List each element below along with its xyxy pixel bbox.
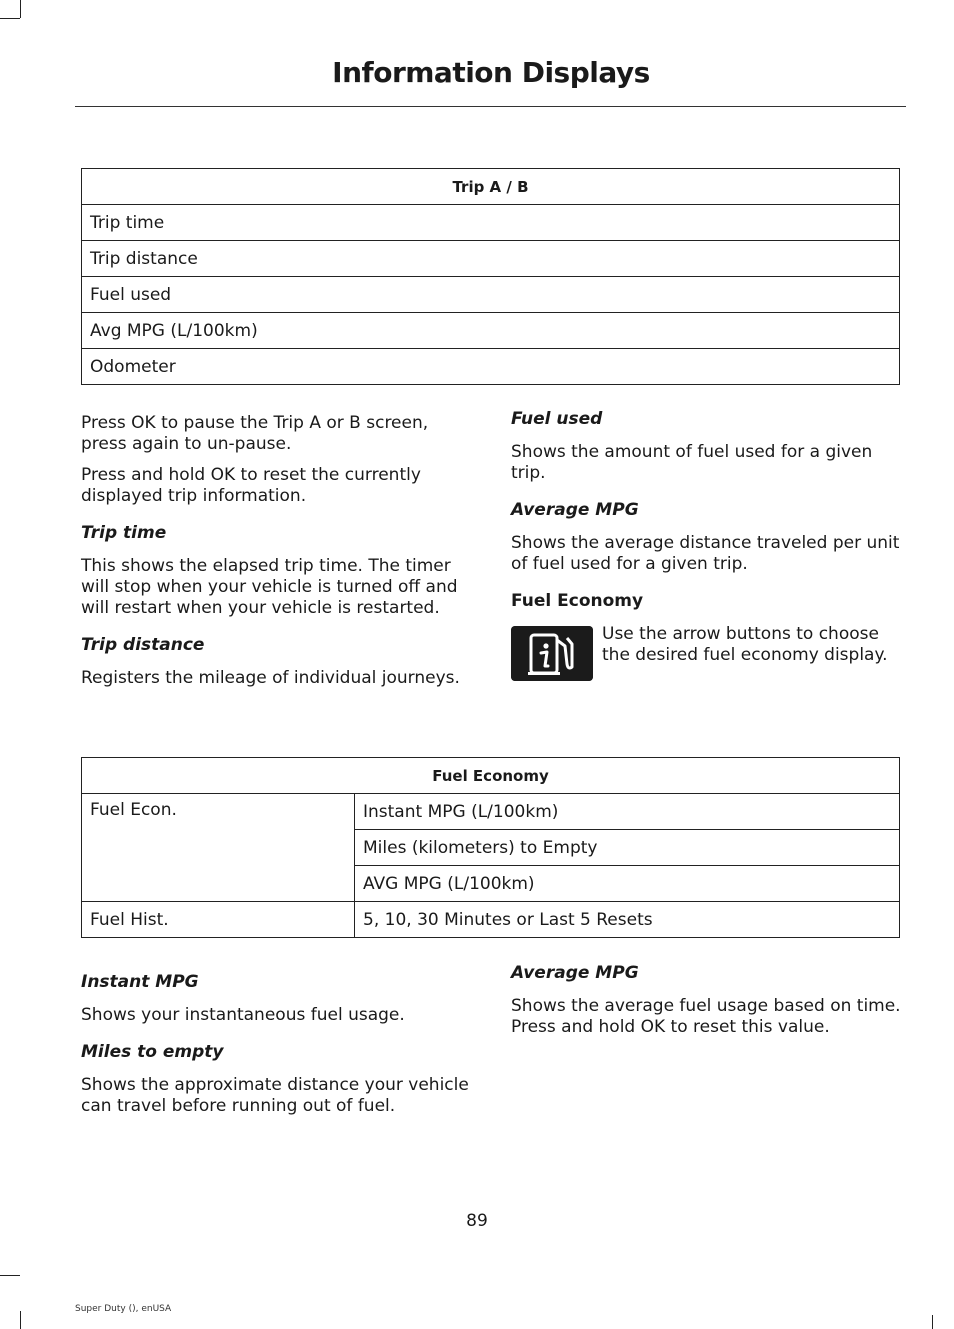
section-heading: Trip time <box>81 523 167 543</box>
table-cell: 5, 10, 30 Minutes or Last 5 Resets <box>355 902 900 938</box>
page-number: 89 <box>466 1211 488 1231</box>
title-divider <box>75 106 906 107</box>
trip-table <box>81 168 900 385</box>
section-heading: Average MPG <box>511 963 639 983</box>
crop-mark <box>20 1311 21 1329</box>
crop-mark <box>0 1275 20 1276</box>
paragraph: Press and hold OK to reset the currently displayed trip information. <box>81 465 421 506</box>
section-heading: Fuel Economy <box>511 591 644 611</box>
section-heading: Instant MPG <box>81 972 199 992</box>
crop-mark <box>932 1315 933 1329</box>
crop-mark <box>20 0 21 18</box>
table-cell: Miles (kilometers) to Empty <box>355 830 900 866</box>
paragraph: Press OK to pause the Trip A or B screen, press again to un-pause. <box>81 413 429 454</box>
section-heading: Fuel used <box>511 409 603 429</box>
table-row: Fuel used <box>82 277 900 313</box>
crop-mark <box>0 18 20 19</box>
trip-table-header: Trip A / B <box>82 169 900 205</box>
footer-text: Super Duty (), enUSA <box>75 1304 172 1314</box>
paragraph: Shows the amount of fuel used for a given trip. <box>511 442 873 483</box>
fuel-economy-note <box>511 624 903 681</box>
paragraph: Shows the approximate distance your vehicle can travel before running out of fuel. <box>81 1075 469 1116</box>
fuel-economy-table <box>81 757 900 938</box>
section-heading: Average MPG <box>511 500 639 520</box>
table-row: Trip distance <box>82 241 900 277</box>
fuel-economy-info-icon <box>511 626 593 681</box>
fuel-table-header: Fuel Economy <box>82 758 900 794</box>
table-row: Trip time <box>82 205 900 241</box>
table-cell: Instant MPG (L/100km) <box>355 794 900 830</box>
left-column-1 <box>81 413 473 699</box>
fuel-hist-label: Fuel Hist. <box>82 902 355 938</box>
right-column-1 <box>511 409 903 681</box>
table-row: Avg MPG (L/100km) <box>82 313 900 349</box>
fuel-econ-label: Fuel Econ. <box>82 794 355 902</box>
paragraph: Shows your instantaneous fuel usage. <box>81 1005 405 1025</box>
table-cell: AVG MPG (L/100km) <box>355 866 900 902</box>
paragraph: Shows the average distance traveled per unit of fuel used for a given trip. <box>511 533 900 574</box>
left-column-2 <box>81 972 473 1127</box>
section-heading: Miles to empty <box>81 1042 224 1062</box>
page-title: Information Displays <box>332 56 650 89</box>
table-row: Odometer <box>82 349 900 385</box>
paragraph: Shows the average fuel usage based on time. Press and hold OK to reset this value. <box>511 996 901 1037</box>
paragraph: This shows the elapsed trip time. The timer will stop when your vehicle is turned off and will restart when your vehicle is restarted. <box>81 556 458 618</box>
section-heading: Trip distance <box>81 635 205 655</box>
paragraph: Use the arrow buttons to choose the desired fuel economy display. <box>602 624 888 665</box>
paragraph: Registers the mileage of individual journeys. <box>81 668 460 688</box>
right-column-2 <box>511 963 903 1048</box>
